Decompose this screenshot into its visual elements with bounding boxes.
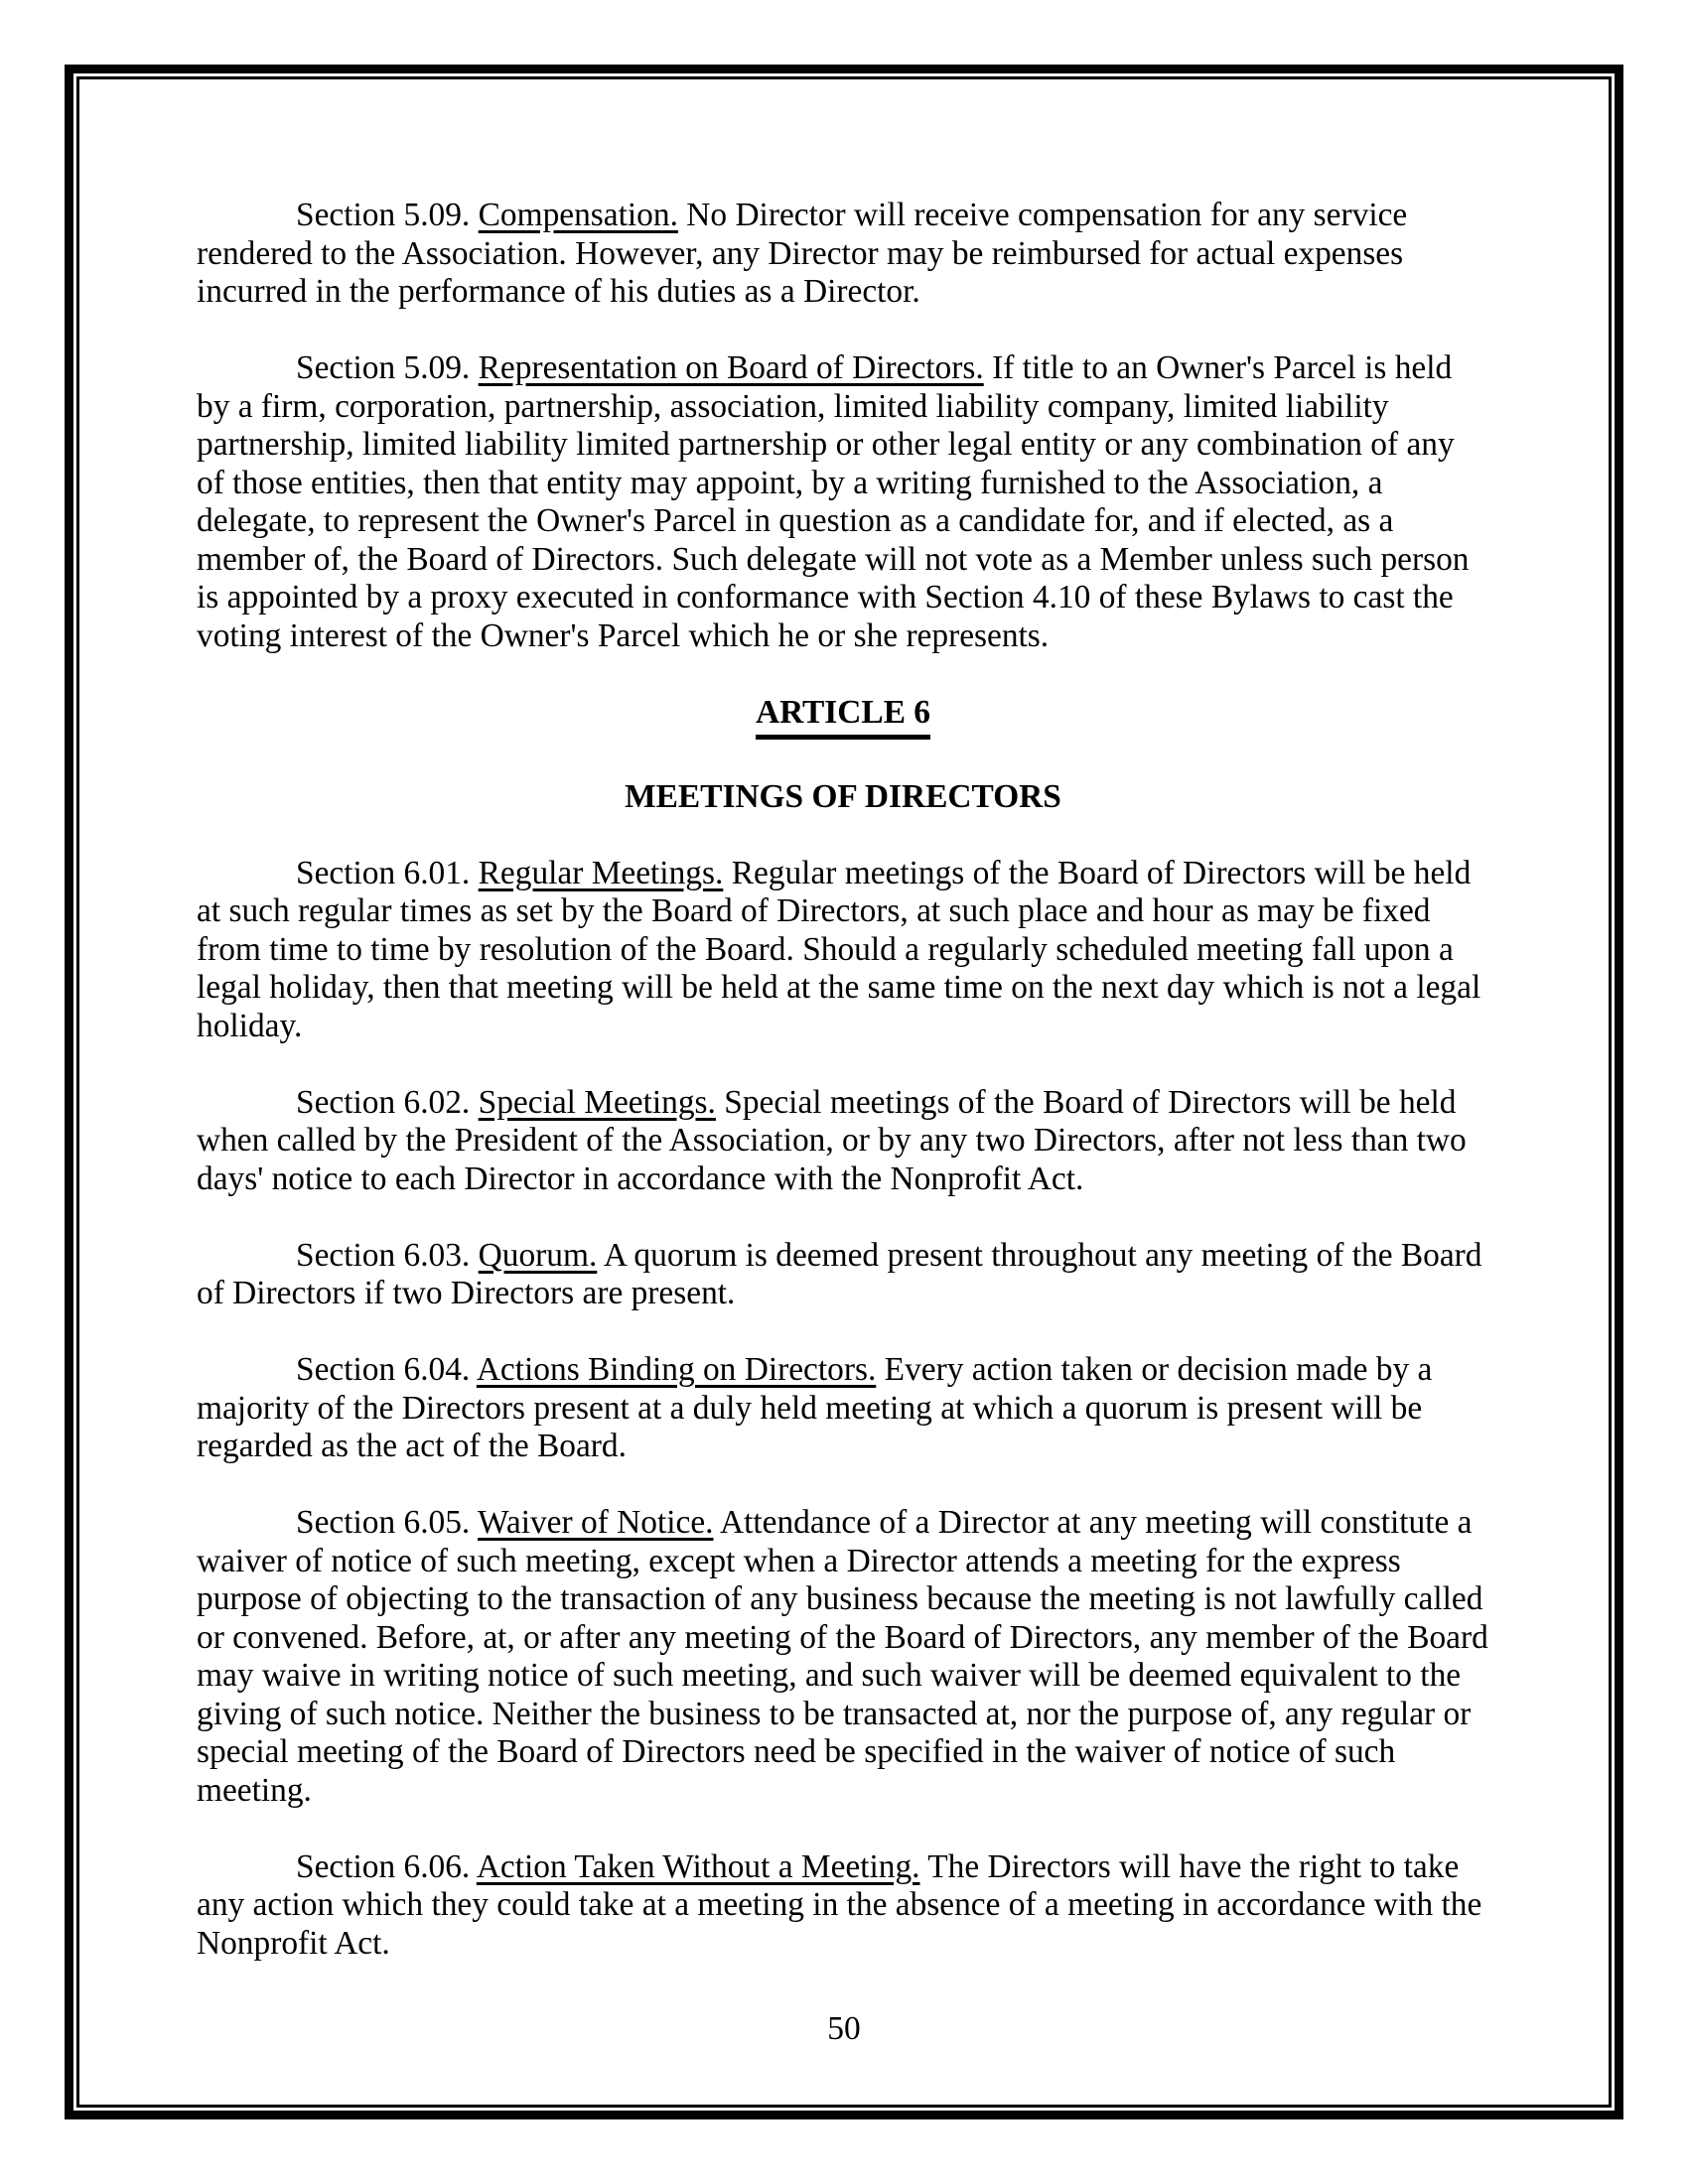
section-body: A quorum is deemed present throughout any meeting of the Board of Directors if two Directors are present. [197, 1236, 1482, 1311]
paragraph-section-6-05-waiver-of-notice [197, 1504, 1489, 1810]
section-body: If title to an Owner's Parcel is held by a firm, corporation, partnership, association, limited liability company, limited liability partnership, limited liability limited partnership or other legal entity or any combination of any of those entities, then that entity may appoint, by a writing furnished to the Association, a delegate, to represent the Owner's Parcel in question as a candidate for, and if elected, as a member of, the Board of Directors. Such delegate will not vote as a Member unless such person is appointed by a proxy executed in conformance with Section 4.10 of these Bylaws to cast the voting interest of the Owner's Parcel which he or she represents. [197, 349, 1470, 654]
section-label: Section 5.09. [296, 349, 471, 386]
section-title: Quorum. [478, 1236, 598, 1274]
section-title: Action Taken Without a Meeting. [476, 1847, 920, 1885]
section-title: Actions Binding on Directors. [476, 1351, 877, 1388]
article-subtitle: MEETINGS OF DIRECTORS [625, 777, 1061, 815]
article-heading-text: ARTICLE 6 [756, 694, 930, 741]
section-body: Special meetings of the Board of Directors will be held when called by the President of the Association, or by any two Directors, after not less than two days' notice to each Director in accordance with the Nonprofit Act. [197, 1083, 1467, 1197]
paragraph-section-6-03-quorum [197, 1237, 1489, 1313]
page-number: 50 [827, 2010, 861, 2047]
section-title: Special Meetings. [478, 1083, 716, 1121]
section-label: Section 6.01. [296, 854, 471, 891]
section-label: Section 6.06. [296, 1847, 471, 1885]
section-body: Attendance of a Director at any meeting will constitute a waiver of notice of such meeting, except when a Director attends a meeting for the express purpose of objecting to the transaction of any business because the meeting is not lawfully called or convened. Before, at, or after any meeting of the Board of Directors, any member of the Board may waive in writing notice of such meeting, and such waiver will be deemed equivalent to the giving of such notice. Neither the business to be transacted at, nor the purpose of, any regular or special meeting of the Board of Directors need be specified in the waiver of notice of such meeting. [197, 1504, 1488, 1809]
section-label: Section 6.02. [296, 1083, 471, 1121]
section-label: Section 5.09. [296, 197, 471, 233]
paragraph-section-6-02-special-meetings [197, 1084, 1489, 1199]
section-body: The Directors will have the right to take any action which they could take at a meeting in the absence of a meeting in accordance with the Nonprofit Act. [197, 1847, 1482, 1962]
document-content [197, 197, 1489, 1963]
paragraph-section-6-04-actions-binding [197, 1351, 1489, 1466]
section-body: Every action taken or decision made by a majority of the Directors present at a duly held meeting at which a quorum is present will be regarded as the act of the Board. [197, 1351, 1433, 1464]
section-body: Regular meetings of the Board of Directors will be held at such regular times as set by the Board of Directors, at such place and hour as may be fixed from time to time by resolution of the Board. Should a regularly scheduled meeting fall upon a legal holiday, then that meeting will be held at the same time on the next day which is not a legal holiday. [197, 854, 1481, 1044]
section-title: Waiver of Notice. [478, 1504, 714, 1541]
paragraph-section-6-06-action-without-meeting [197, 1848, 1489, 1964]
paragraph-section-5-09-representation [197, 349, 1489, 655]
section-label: Section 6.04. [296, 1351, 471, 1388]
section-label: Section 6.03. [296, 1236, 471, 1274]
section-body: No Director will receive compensation for any service rendered to the Association. However, any Director may be reimbursed for actual expenses incurred in the performance of his duties as a Director. [197, 197, 1408, 310]
section-title: Compensation. [478, 197, 678, 233]
section-label: Section 6.05. [296, 1504, 471, 1541]
paragraph-section-6-01-regular-meetings [197, 855, 1489, 1046]
article-heading [197, 694, 1489, 741]
paragraph-section-5-09-compensation [197, 197, 1489, 312]
section-title: Regular Meetings. [478, 854, 724, 891]
section-title: Representation on Board of Directors. [478, 349, 984, 386]
